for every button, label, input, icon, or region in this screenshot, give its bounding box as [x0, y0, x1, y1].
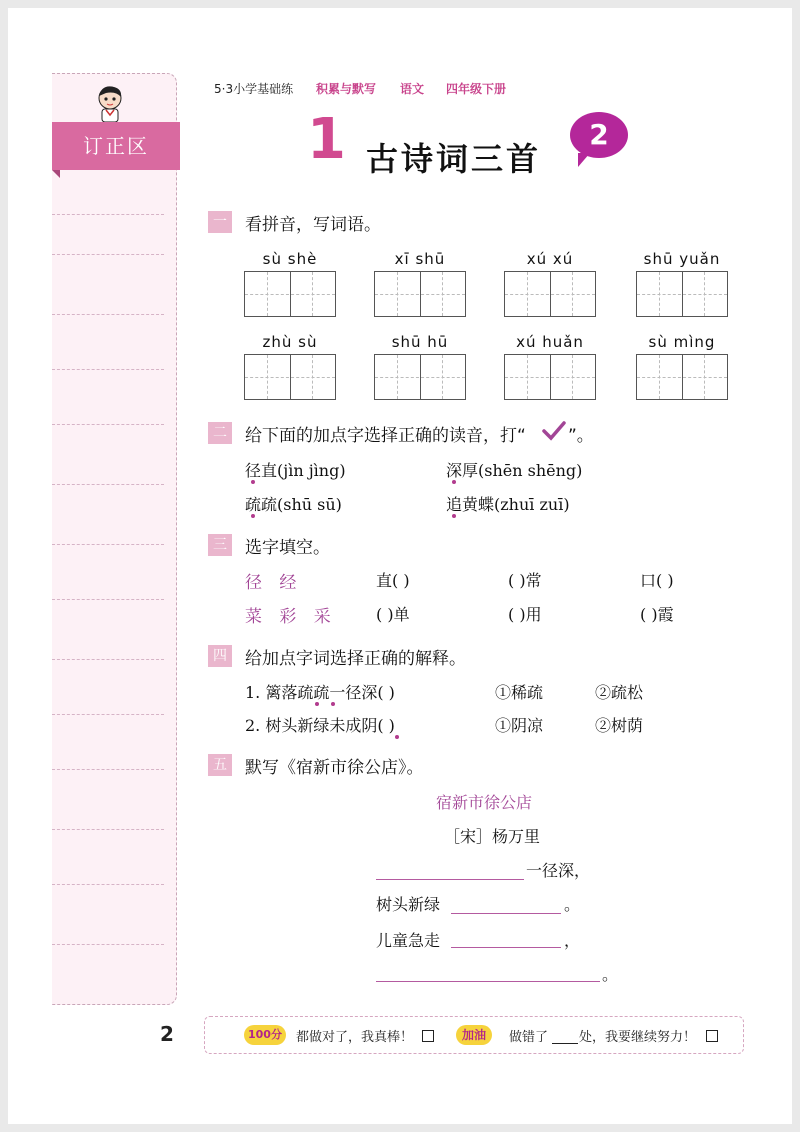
poem-line-text: 树头新绿 — [376, 895, 441, 914]
pinyin-label: shū yuǎn — [643, 250, 721, 268]
reading-item[interactable]: 追黄蝶(zhuī zuī) — [446, 495, 570, 514]
writing-box[interactable] — [636, 354, 728, 400]
pinyin-label: zhù sù — [262, 333, 318, 351]
poem-title: 宿新市徐公店 — [436, 793, 533, 812]
self-check-text: 处，我要继续努力！ — [579, 1030, 697, 1045]
pinyin-label: sù mìng — [648, 333, 716, 351]
section-instruction: 给加点字词选择正确的解释。 — [245, 649, 466, 669]
question-item[interactable]: 1. 篱落疏疏一径深( ) — [245, 683, 395, 702]
writing-box[interactable] — [374, 354, 466, 400]
answer-line[interactable] — [376, 980, 600, 982]
lesson-title: 古诗词三首 — [366, 140, 542, 178]
question-item[interactable]: 2. 树头新绿未成阴( ) — [245, 716, 395, 735]
error-count-label: 做错了 — [509, 1030, 549, 1045]
writing-box[interactable] — [244, 271, 336, 317]
reading-item[interactable]: 径直(jìn jìng) — [245, 461, 346, 480]
answer-line[interactable] — [451, 946, 561, 948]
section-badge: 四 — [208, 645, 232, 667]
poem-line-text: 。 — [602, 965, 619, 984]
option-b[interactable]: ②树荫 — [595, 716, 644, 735]
self-check-text: 都做对了，我真棒！ — [296, 1030, 414, 1045]
poem-line-text: ， — [564, 931, 581, 950]
series-name: 5·3小学基础练 — [214, 82, 294, 96]
book-name: 积累与默写 — [316, 82, 377, 96]
option-b[interactable]: ②疏松 — [595, 683, 644, 702]
fill-blank[interactable]: ( )霞 — [640, 605, 674, 624]
writing-box[interactable] — [504, 354, 596, 400]
writing-box[interactable] — [374, 271, 466, 317]
correction-area-tab: 订正区 — [52, 122, 180, 170]
answer-line[interactable] — [376, 878, 524, 880]
pinyin-label: sù shè — [262, 250, 318, 268]
section-badge: 一 — [208, 211, 232, 233]
page-number: 2 — [160, 1022, 174, 1046]
section-instruction: 选字填空。 — [245, 538, 330, 558]
fill-blank[interactable]: ( )用 — [508, 605, 542, 624]
option-a[interactable]: ①稀疏 — [495, 683, 544, 702]
reading-item[interactable]: 疏疏(shū sū) — [245, 495, 342, 514]
choice-characters: 径 经 — [245, 573, 297, 593]
answer-line[interactable] — [451, 912, 561, 914]
poem-author: ［宋］杨万里 — [444, 827, 541, 846]
reading-item[interactable]: 深厚(shēn shēng) — [446, 461, 583, 480]
grade-name: 四年级下册 — [446, 82, 507, 96]
fill-blank[interactable]: ( )常 — [508, 571, 542, 590]
poem-line-text: 。 — [564, 895, 581, 914]
poem-line-text: 一径深， — [526, 861, 591, 880]
section-instruction: 给下面的加点字选择正确的读音，打“ — [245, 426, 526, 446]
score-badge: 100分 — [244, 1025, 286, 1045]
self-check-checkbox[interactable] — [422, 1030, 434, 1042]
fill-blank[interactable]: ( )单 — [376, 605, 410, 624]
writing-box[interactable] — [636, 271, 728, 317]
choice-characters: 菜 彩 采 — [245, 607, 331, 627]
correction-sidebar — [52, 73, 177, 1005]
section-badge: 三 — [208, 534, 232, 556]
lesson-number: 1 — [307, 107, 346, 172]
section-badge: 二 — [208, 422, 232, 444]
section-instruction: 看拼音，写词语。 — [245, 215, 381, 235]
section-instruction: 默写《宿新市徐公店》。 — [245, 758, 424, 778]
lesson-part-badge: 2 — [570, 112, 628, 158]
fill-blank[interactable]: 口( ) — [640, 571, 674, 590]
pinyin-label: xú xú — [526, 250, 574, 268]
pinyin-label: xú huǎn — [516, 333, 584, 351]
fill-blank[interactable]: 直( ) — [376, 571, 410, 590]
pinyin-label: shū hū — [391, 333, 449, 351]
subject-name: 语文 — [400, 82, 425, 96]
option-a[interactable]: ①阴凉 — [495, 716, 544, 735]
error-count-blank[interactable] — [552, 1042, 578, 1044]
writing-box[interactable] — [504, 271, 596, 317]
cheer-badge: 加油 — [456, 1025, 492, 1045]
writing-box[interactable] — [244, 354, 336, 400]
boy-mascot-icon — [92, 84, 128, 124]
pinyin-label: xī shū — [394, 250, 446, 268]
self-check-checkbox[interactable] — [706, 1030, 718, 1042]
section-badge: 五 — [208, 754, 232, 776]
checkmark-icon — [541, 420, 567, 442]
poem-line-text: 儿童急走 — [376, 931, 441, 950]
section-instruction-end: ”。 — [568, 426, 594, 446]
